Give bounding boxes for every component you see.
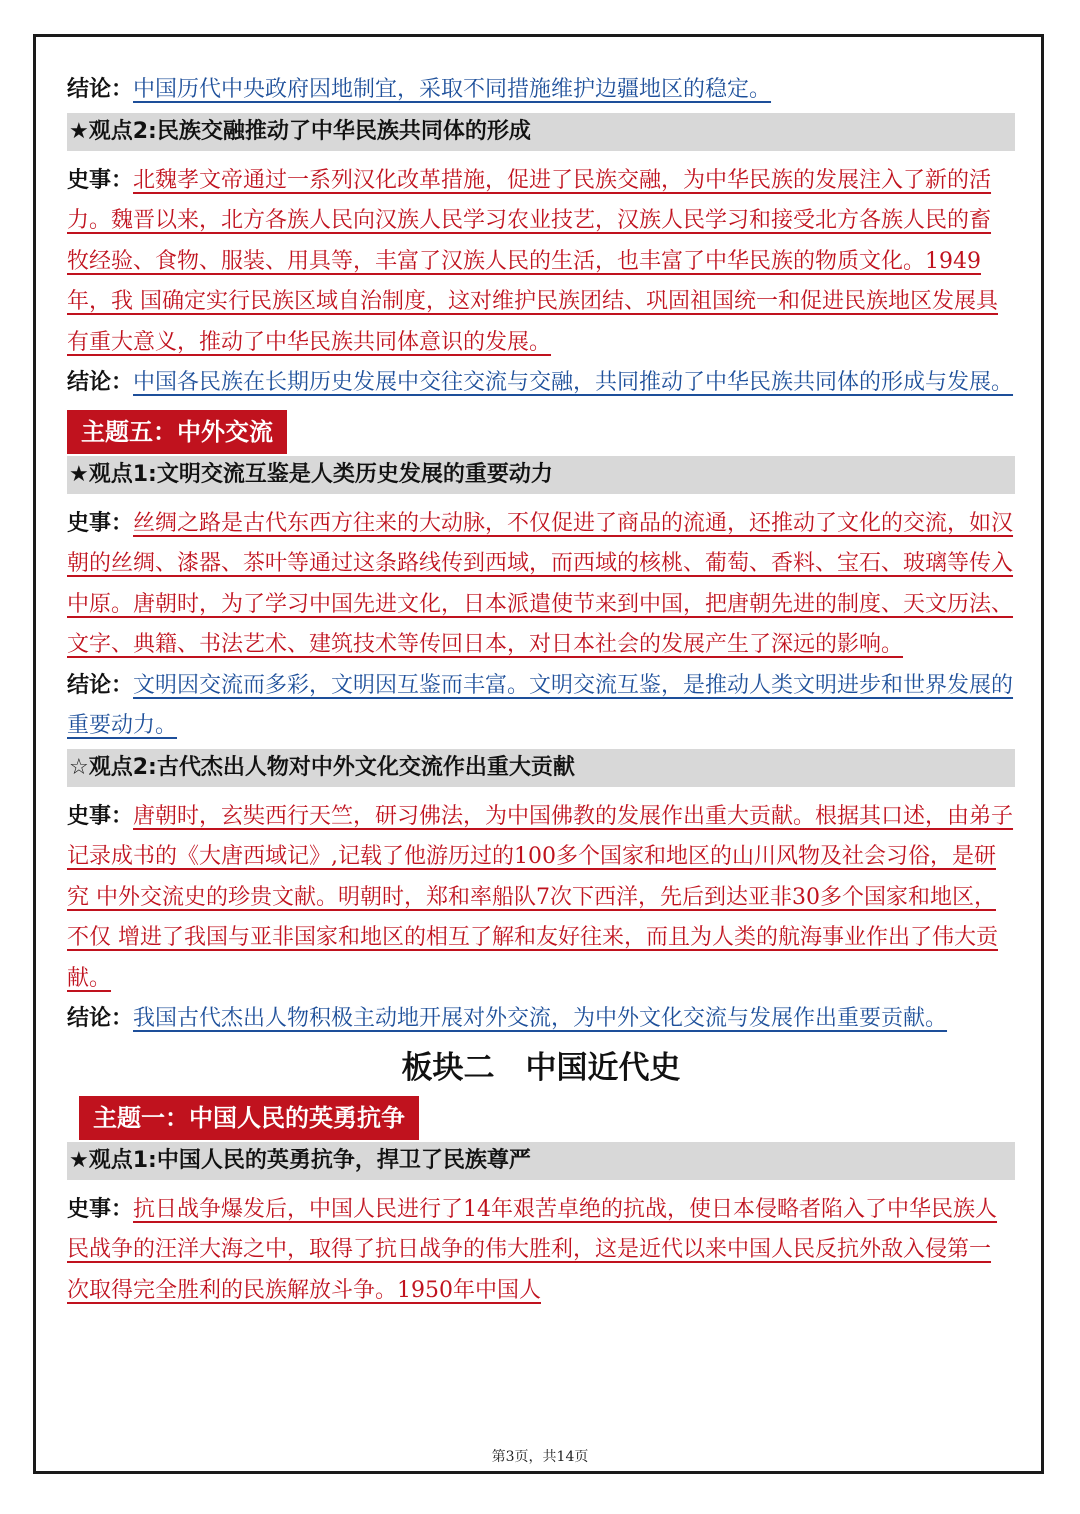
conclusion-paragraph [67,666,1015,747]
events-text: 唐朝时，玄奘西行天竺，研习佛法，为中国佛教的发展作出重大贡献。根据其口述，由弟子记录成书的《大唐西域记》,记载了他游历过的100多个国家和地区的山川风物及社会习俗，是研究 中外交流史的珍贵文献。明朝时，郑和率船队7次下西洋，先后到达亚非30多个国家和地区，不仅 增进了我国与亚非国家和地区的相互了解和友好往来，而且为人类的航海事业作出了伟大贡献。 [67,803,1014,991]
conclusion-paragraph [67,999,1015,1040]
conclusion-label: 结论： [67,77,134,102]
conclusion-text: 文明因交流而多彩，文明因互鉴而丰富。文明交流互鉴，是推动人类文明进步和世界发展的 重要动力。 [67,672,1014,738]
events-text: 抗日战争爆发后，中国人民进行了14年艰苦卓绝的抗战，使日本侵略者陷入了中华民族人 民战争的汪洋大海之中，取得了抗日战争的伟大胜利，这是近代以来中国人民反抗外敌入侵第一 次取得完全胜利的民族解放斗争。1950年中国人 [67,1196,998,1303]
page-content [67,70,1015,1311]
viewpoint-heading: ★观点1:中国人民的英勇抗争，捍卫了民族尊严 [67,1142,1015,1180]
conclusion-label: 结论： [67,672,134,698]
events-paragraph [67,797,1015,1000]
viewpoint-heading: ★观点2:民族交融推动了中华民族共同体的形成 [67,113,1015,151]
topic-banner: 主题五：中外交流 [67,410,287,454]
topic-banner: 主题一：中国人民的英勇抗争 [79,1096,419,1140]
conclusion-paragraph [67,363,1015,404]
events-text: 丝绸之路是古代东西方往来的大动脉，不仅促进了商品的流通，还推动了文化的交流，如汉朝的丝绸、漆器、茶叶等通过这条路线传到西域，而西域的核桃、葡萄、香料、宝石、玻璃等传入中原。唐朝时，为了学习中国先进文化，日本派遣使节来到中国，把唐朝先进的制度、天文历法、文字、典籍、书法艺术、建筑技术等传回日本，对日本社会的发展产生了深远的影响。 [67,510,1014,657]
events-paragraph [67,504,1015,666]
events-label: 史事： [67,167,134,193]
events-label: 史事： [67,803,134,829]
page-number: 第3页，共14页 [491,1449,589,1465]
topic-banner-row [67,1096,1015,1140]
conclusion-label: 结论： [67,370,134,395]
events-text: 北魏孝文帝通过一系列汉化改革措施，促进了民族交融，为中华民族的发展注入了新的活力。魏晋以来，北方各族人民向汉族人民学习农业技艺，汉族人民学习和接受北方各族人民的畜 牧经验、食物、服装、用具等，丰富了汉族人民的生活，也丰富了中华民族的物质文化。1949年，我 国确定实行民族区域自治制度，这对维护民族团结、巩固祖国统一和促进民族地区发展具有重大意义，推动了中华民族共同体意识的发展。 [67,167,998,355]
viewpoint-heading: ☆观点2:古代杰出人物对中外文化交流作出重大贡献 [67,749,1015,787]
events-paragraph [67,161,1015,364]
conclusion-text: 中国各民族在长期历史发展中交往交流与交融，共同推动了中华民族共同体的形成与发展。 [133,370,1014,395]
conclusion-paragraph [67,70,1015,111]
events-paragraph [67,1190,1015,1312]
topic-banner-row [67,410,1015,454]
conclusion-text: 中国历代中央政府因地制宜，采取不同措施维护边疆地区的稳定。 [133,77,772,102]
conclusion-label: 结论： [67,1006,134,1031]
viewpoint-heading: ★观点1:文明交流互鉴是人类历史发展的重要动力 [67,456,1015,494]
events-label: 史事： [67,510,134,536]
section-title: 板块二 中国近代史 [401,1049,681,1086]
events-label: 史事： [67,1196,134,1222]
conclusion-text: 我国古代杰出人物积极主动地开展对外交流，为中外文化交流与发展作出重要贡献。 [133,1006,948,1031]
